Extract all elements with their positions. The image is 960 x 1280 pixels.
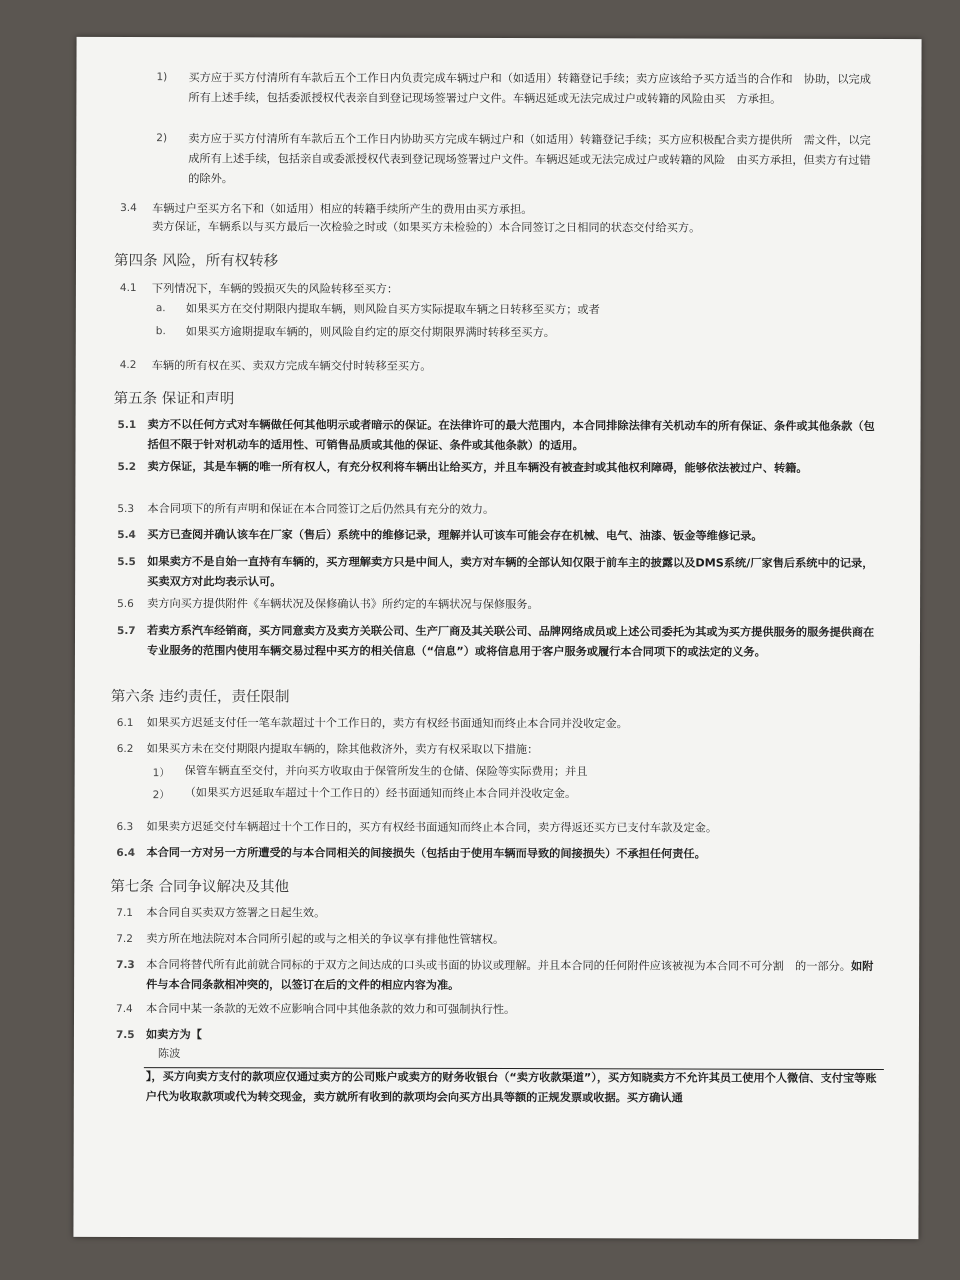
clause-number: 3.4 — [120, 202, 137, 215]
clause-6-3: 如果卖方迟延交付车辆超过十个工作日的，买方有权经书面通知而终止本合同，卖方得返还买方已支付车款及定金。 — [146, 820, 718, 835]
item-letter: a. — [155, 302, 166, 315]
clause-3-4: 车辆过户至买方名下和（如适用）相应的转籍手续所产生的费用由买方承担。 — [152, 202, 533, 217]
clause-number: 5.3 — [117, 503, 135, 516]
clause-number: 4.1 — [119, 282, 137, 295]
clause-6-2: 如果买方未在交付期限内提取车辆的，除其他救济外，卖方有权采取以下措施： — [146, 742, 539, 757]
seller-name: 陈波 — [157, 1047, 181, 1061]
clause-7-3 — [146, 955, 882, 997]
item-number: 1) — [156, 71, 168, 84]
clause-number: 5.1 — [117, 419, 137, 432]
clause-5-3: 本合同项下的所有声明和保证在本合同签订之后仍然具有充分的效力。 — [147, 502, 495, 516]
article-6-title: 第六条 违约责任，责任限制 — [110, 688, 290, 706]
clause-5-2: 卖方保证，其是车辆的唯一所有权人，有充分权利将车辆出让给买方，并且车辆没有被查封或其他权利障碍，能够依法被过户、转籍。 — [147, 460, 808, 475]
clause-4-1-a: 如果买方在交付期限内提取车辆，则风险自买方实际提取车辆之日转移至买方；或者 — [185, 302, 600, 317]
clause-number: 7.1 — [116, 907, 133, 920]
clause-number: 7.3 — [116, 959, 135, 972]
item-number: 1） — [152, 767, 170, 780]
item-letter: b. — [155, 325, 166, 338]
clause-number: 5.2 — [117, 461, 137, 474]
clause-number: 6.1 — [116, 717, 134, 730]
clause-4-1: 下列情况下，车辆的毁损灭失的风险转移至买方： — [151, 282, 399, 296]
clause-3-3-2: 卖方应于买方付清所有车款后五个工作日内协助买方完成车辆过户和（如适用）转籍登记手续；买方应积极配合卖方提供所 需文件，以完成所有上述手续，包括亲自或委派授权代表到登记现场签署过户文件。车辆迟延或无法完成过户或转籍的风险 由买方承担，但卖方有过错的除外。 — [188, 132, 871, 186]
clause-number: 5.4 — [117, 529, 136, 542]
article-7-title: 第七条 合同争议解决及其他 — [110, 878, 289, 896]
clause-5-1: 卖方不以任何方式对车辆做任何其他明示或者暗示的保证。在法律许可的最大范围内，本合同排除法律有关机动车的所有保证、条件或其他条款（包括但不限于针对机动车的适用性、可销售品质或其他的保证、条件或其他条款）的适用。 — [147, 418, 875, 453]
clause-7-3-text: 本合同将替代所有此前就合同标的于双方之间达成的口头或书面的协议或理解。并且本合同的任何附件应该被视为本合同不可分割 的一部分。 — [146, 958, 851, 973]
clause-5-5: 如果卖方不是自始一直持有车辆的，买方理解卖方只是中间人，卖方对车辆的全部认知仅限于前车主的披露以及DMS系统/厂家售后系统中的记录，买卖双方对此均表示认可。 — [147, 555, 874, 589]
item-number: 2) — [156, 132, 168, 145]
clause-number: 6.2 — [116, 743, 134, 756]
clause-number: 4.2 — [119, 359, 137, 372]
contract-page — [73, 37, 921, 1239]
clause-4-2: 车辆的所有权在买、卖双方完成车辆交付时转移至买方。 — [151, 359, 432, 373]
clause-5-6: 卖方向买方提供附件《车辆状况及保修确认书》所约定的车辆状况与保修服务。 — [147, 597, 539, 612]
clause-7-1: 本合同自买卖双方签署之日起生效。 — [146, 906, 326, 920]
clause-7-5-label: 如卖方为【 — [145, 1028, 202, 1042]
clause-number: 7.4 — [116, 1003, 133, 1016]
clause-5-7: 若卖方系汽车经销商，买方同意卖方及卖方关联公司、生产厂商及其关联公司、品牌网络成员或上述公司委托为其或为买方提供服务的服务提供商在专业服务的范围内使用车辆交易过程中买方的相关信息（“信息”）或将信息用于客户服务或履行本合同项下的或法定的义务。 — [146, 624, 875, 659]
clause-number: 7.5 — [115, 1029, 135, 1042]
clause-number: 6.4 — [116, 847, 136, 860]
item-number: 2） — [152, 789, 170, 802]
clause-number: 7.2 — [116, 933, 133, 946]
article-4-title: 第四条 风险，所有权转移 — [113, 252, 279, 270]
clause-5-4: 买方已查阅并确认该车在厂家（售后）系统中的维修记录，理解并认可该车可能会存在机械、电气、油漆、钣金等维修记录。 — [147, 528, 763, 543]
clause-6-2-2: （如果买方迟延取车超过十个工作日的）经书面通知而终止本合同并没收定金。 — [184, 786, 577, 801]
clause-number: 5.6 — [117, 598, 134, 611]
clause-3-4-warranty: 卖方保证，车辆系以与买方最后一次检验之时或（如果买方未检验的）本合同签订之日相同的状态交付给买方。 — [152, 220, 701, 235]
clause-6-1: 如果买方迟延支付任一笔车款超过十个工作日的，卖方有权经书面通知而终止本合同并没收定金。 — [146, 716, 628, 731]
clause-7-2: 卖方所在地法院对本合同所引起的或与之相关的争议享有排他性管辖权。 — [146, 932, 505, 947]
article-5-title: 第五条 保证和声明 — [113, 390, 235, 408]
clause-6-4: 本合同一方对另一方所遭受的与本合同相关的间接损失（包括由于使用车辆而导致的间接损失）不承担任何责任。 — [146, 846, 706, 861]
clause-7-3-bold: 如附件与本合同条款相冲突的，以签订在后的文件的相应内容为准。 — [146, 959, 874, 992]
clause-3-3-1: 买方应于买方付清所有车款后五个工作日内负责完成车辆过户和（如适用）转籍登记手续；卖方应该给予买方适当的合作和 协助，以完成所有上述手续，包括委派授权代表亲自到登记现场签署过户文件。车辆迟延或无法完成过户或转籍的风险由买 方承担。 — [188, 71, 871, 106]
clause-4-1-b: 如果买方逾期提取车辆的，则风险自约定的原交付期限界满时转移至买方。 — [185, 325, 556, 340]
clause-6-2-1: 保管车辆直至交付，并向买方收取由于保管所发生的仓储、保险等实际费用；并且 — [184, 764, 588, 779]
clause-7-4: 本合同中某一条款的无效不应影响合同中其他条款的效力和可强制执行性。 — [146, 1002, 516, 1017]
clause-number: 5.5 — [117, 556, 136, 569]
clause-number: 5.7 — [117, 625, 136, 638]
clause-7-5: 】，买方向卖方支付的款项应仅通过卖方的公司账户或卖方的财务收银台（“卖方收款渠道”），买方知晓卖方不允许其员工使用个人微信、支付宝等账户代为收取款项或代为转交现金，卖方就所有收到的款项均会向买方出具等额的正规发票或收据。买方确认通 — [145, 1070, 877, 1105]
clause-number: 6.3 — [116, 821, 134, 834]
